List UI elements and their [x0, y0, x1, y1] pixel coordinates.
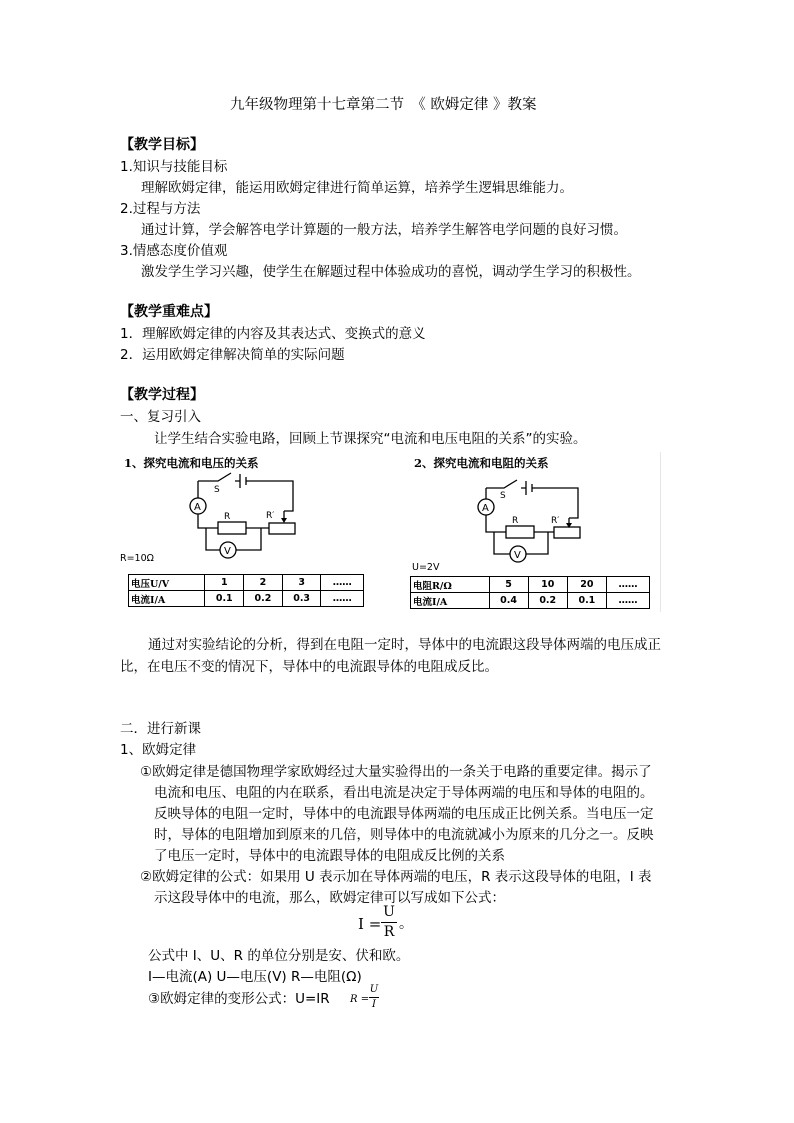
figure1-data-table [128, 574, 364, 607]
table-row [129, 575, 364, 591]
process-heading: 【教学过程】 [120, 387, 204, 403]
keypoints-heading: 【教学重难点】 [120, 304, 218, 320]
conclusion-line-2: 比，在电压不变的情况下，导体中的电流跟导体的电阻成反比。 [120, 659, 498, 675]
table-cell: …… [321, 575, 364, 591]
ohm-p2-line-1: ②欧姆定律的公式：如果用 U 表示加在导体两端的电压，R 表示这段导体的电阻，I 表 [140, 869, 652, 885]
figure2-voltmeter-label: V [514, 550, 521, 561]
table-cell: 0.1 [567, 593, 606, 609]
units-line: 公式中 I、U、R 的单位分别是安、伏和欧。 [148, 948, 410, 964]
variant-formula-text: ③欧姆定律的变形公式：U=IR [148, 991, 330, 1007]
figure2-resistor-label: R [512, 516, 519, 526]
table-cell: 0.2 [528, 593, 567, 609]
ohm-p1-line-4: 时，导体的电阻增加到原来的几倍，则导体中的电流就减小为原来的几分之一。反映 [154, 827, 654, 843]
table-row-label: 电阻R/Ω [411, 577, 490, 593]
table-row [411, 577, 650, 593]
formula-lhs: I = [358, 915, 382, 933]
variant-denominator: I [372, 999, 376, 1010]
table-cell: 3 [282, 575, 321, 591]
table-cell: 20 [567, 577, 606, 593]
table-row-label: 电压U/V [129, 575, 205, 591]
ohm-p2-line-2: 示这段导体中的电流，那么，欧姆定律可以写成如下公式： [154, 890, 505, 906]
review-text: 让学生结合实验电路，回顾上节课探究“电流和电压电阻的关系”的实验。 [154, 431, 587, 447]
ohm-law-title: 1、欧姆定律 [120, 742, 197, 758]
table-cell: 5 [489, 577, 528, 593]
table-cell: …… [321, 591, 364, 607]
objective-text-2: 通过计算，学会解答电学计算题的一般方法，培养学生解答电学问题的良好习惯。 [141, 222, 627, 238]
table-cell: 0.3 [282, 591, 321, 607]
ohm-p1-line-1: ①欧姆定律是德国物理学家欧姆经过大量实验得出的一条关于电路的重要定律。揭示了 [140, 764, 652, 780]
figure-current-resistance [408, 452, 661, 612]
variant-numerator: U [369, 984, 379, 995]
figure2-switch-label: S [500, 491, 506, 501]
table-cell: 1 [205, 575, 244, 591]
figure1-circuit-diagram [118, 470, 368, 580]
review-title: 一、复习引入 [120, 409, 201, 425]
variant-lhs: R = [350, 994, 370, 1005]
figure2-rheostat-label: R′ [551, 516, 560, 526]
objective-text-1: 理解欧姆定律，能运用欧姆定律进行简单运算，培养学生逻辑思维能力。 [141, 180, 573, 196]
objectives-heading: 【教学目标】 [120, 137, 204, 153]
table-cell: …… [606, 593, 649, 609]
table-cell: 0.1 [205, 591, 244, 607]
figure2-ammeter-label: A [482, 503, 489, 514]
figure2-data-table [410, 576, 650, 609]
figure1-ammeter-label: A [194, 502, 201, 513]
figure1-voltmeter-label: V [224, 546, 231, 557]
figure2-circuit-diagram [408, 470, 658, 580]
keypoint-1: 1．理解欧姆定律的内容及其表达式、变换式的意义 [120, 326, 426, 342]
table-row [129, 591, 364, 607]
ohm-p1-line-5: 了电压一定时，导体中的电流跟导体的电阻成反比例的关系 [154, 848, 505, 864]
new-lesson-title: 二．进行新课 [120, 721, 201, 737]
ohm-p1-line-2: 电流和电压、电阻的内在联系，看出电流是决定于导体两端的电压和导体的电阻的。 [154, 785, 654, 801]
figure1-switch-label: S [214, 485, 220, 495]
table-cell: …… [606, 577, 649, 593]
formula-period: 。 [399, 916, 413, 932]
figure1-condition: R=10Ω [120, 553, 154, 564]
table-row-label: 电流I/A [411, 593, 490, 609]
table-cell: 10 [528, 577, 567, 593]
table-cell: 0.2 [244, 591, 283, 607]
figure2-condition: U=2V [412, 562, 440, 573]
objective-label-3: 3.情感态度价值观 [120, 243, 228, 259]
figure-current-voltage [118, 452, 368, 610]
page-title: 九年级物理第十七章第二节 《 欧姆定律 》教案 [230, 97, 537, 113]
table-row-label: 电流I/A [129, 591, 205, 607]
table-row [411, 593, 650, 609]
formula-fraction-bar [381, 922, 397, 923]
figure2-title: 2、探究电流和电阻的关系 [414, 456, 549, 470]
objective-label-2: 2.过程与方法 [120, 201, 201, 217]
units-detail: I—电流(A) U—电压(V) R—电阻(Ω) [148, 969, 362, 985]
table-cell: 2 [244, 575, 283, 591]
variant-fraction-bar [369, 997, 379, 998]
table-cell: 0.4 [489, 593, 528, 609]
keypoint-2: 2．运用欧姆定律解决简单的实际问题 [120, 347, 345, 363]
objective-label-1: 1.知识与技能目标 [120, 159, 228, 175]
figure1-resistor-label: R [224, 512, 231, 522]
figure1-rheostat-label: R′ [266, 511, 275, 521]
ohm-p1-line-3: 反映导体的电阻一定时，导体中的电流跟导体两端的电压成正比例关系。当电压一定 [154, 806, 654, 822]
figure1-title: 1、探究电流和电压的关系 [124, 456, 259, 470]
formula-denominator: R [383, 924, 395, 940]
objective-text-3: 激发学生学习兴趣，使学生在解题过程中体验成功的喜悦，调动学生学习的积极性。 [141, 264, 641, 280]
formula-numerator: U [383, 904, 395, 920]
conclusion-line-1: 通过对实验结论的分析，得到在电阻一定时，导体中的电流跟这段导体两端的电压成正 [148, 637, 661, 653]
